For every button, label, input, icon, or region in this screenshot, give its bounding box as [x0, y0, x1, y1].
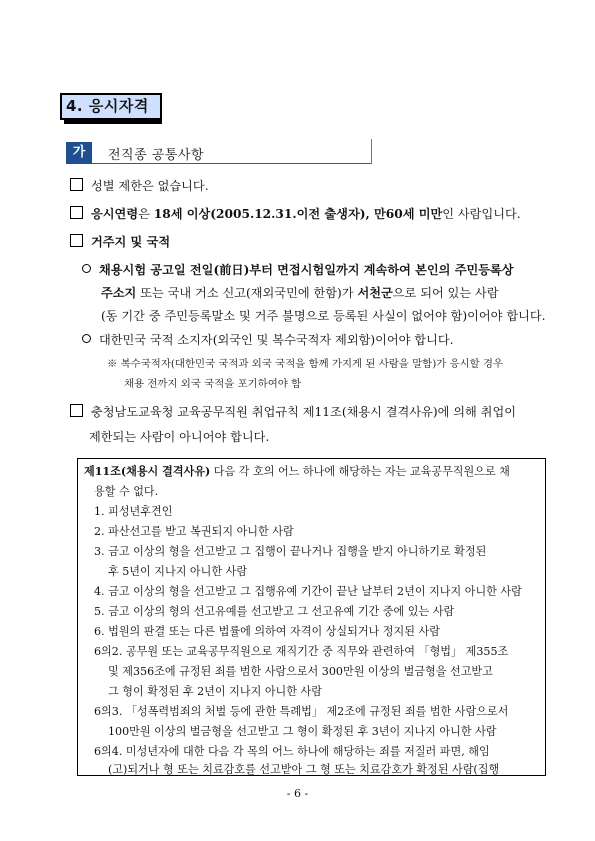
residence-line-2-mid: 또는 국내 거소 신고(재외국민에 한함)가	[136, 286, 358, 300]
note-line-1: ※ 복수국적자(대한민국 국적과 외국 국적을 함께 가지게 된 사람을 말함)가 응시할 경우	[107, 358, 504, 370]
residence-line-1-text: 채용시험 공고일 전일(前日)부터 면접시험일까지 계속하여 본인의 주민등록상	[99, 263, 514, 277]
law-clause: 5. 금고 이상의 형의 선고유예를 선고받고 그 선고유예 기간 중에 있는 사람	[94, 605, 455, 618]
residence-title: 거주지 및 국적	[91, 235, 171, 249]
page-number: - 6 -	[286, 787, 309, 800]
age-text-2: 인 사람입니다.	[442, 207, 521, 221]
item-gender-text: 성별 제한은 없습니다.	[91, 179, 209, 193]
law-clause: 4. 금고 이상의 형을 선고받고 그 집행유예 기간이 끝난 날부터 2년이 지나지 아니한 사람	[94, 585, 522, 598]
section-heading	[60, 93, 162, 120]
law-article-title: 제11조(채용시 결격사유)	[84, 465, 211, 478]
age-condition: 18세 이상(2005.12.31.이전 출생자), 만60세 미만	[153, 207, 443, 221]
law-clause: 6의3. 「성폭력범죄의 처벌 등에 관한 특례법」 제2조에 규정된 죄를 범한 사람으로서	[94, 705, 509, 718]
checkbox-icon	[70, 234, 83, 247]
law-clause: (고)되거나 형 또는 치료감호를 선고받아 그 형 또는 치료감호가 확정된 사람(집행	[108, 763, 500, 776]
law-clause: 그 형이 확정된 후 2년이 지나지 아니한 사람	[108, 685, 322, 698]
residence-region: 서천군	[357, 286, 393, 300]
rule-line-2: 제한되는 사람이 아니어야 합니다.	[89, 430, 270, 444]
law-heading-line-2: 용할 수 없다.	[94, 485, 159, 498]
item-gender	[70, 178, 209, 195]
checkbox-icon	[70, 178, 83, 191]
residence-line-2-end: 으로 되어 있는 사람	[392, 286, 499, 300]
subsection-end-rule	[371, 139, 372, 164]
residence-line-1	[82, 262, 514, 279]
age-text-1: 은	[138, 207, 154, 221]
residence-address-label: 주소지	[101, 286, 137, 300]
subsection-badge: 가	[66, 142, 92, 164]
note-line-2: 채용 전까지 외국 국적을 포기하여야 함	[124, 378, 302, 390]
section-title: 4. 응시자격	[60, 93, 162, 120]
law-clause: 6의2. 공무원 또는 교육공무직원으로 재직기간 중 직무와 관련하여 「형법」 제355조	[94, 645, 509, 658]
law-clause: 및 제356조에 규정된 죄를 범한 사람으로서 300만원 이상의 벌금형을 선고받고	[108, 665, 493, 678]
law-clause: 100만원 이상의 벌금형을 선고받고 그 형이 확정된 후 3년이 지나지 아니한 사람	[108, 725, 497, 738]
law-excerpt-box	[77, 458, 546, 776]
residence-line-3: (동 기간 중 주민등록말소 및 거주 불명으로 등록된 사실이 없어야 함)이어야 합니다.	[101, 309, 546, 323]
circle-bullet-icon	[82, 264, 91, 273]
age-label: 응시연령	[91, 207, 139, 221]
subsection-underline	[92, 163, 372, 164]
law-clause: 2. 파산선고를 받고 복권되지 아니한 사람	[94, 525, 294, 538]
subsection-title: 전직종 공통사항	[108, 148, 205, 163]
law-clause: 6의4. 미성년자에 대한 다음 각 목의 어느 하나에 해당하는 죄를 저질러 파면, 해임	[94, 745, 490, 758]
checkbox-icon	[70, 404, 83, 417]
law-heading	[84, 464, 510, 480]
circle-bullet-icon	[82, 334, 91, 343]
item-rule	[70, 404, 516, 421]
item-age	[70, 206, 521, 223]
law-clause: 3. 금고 이상의 형을 선고받고 그 집행이 끝나거나 집행을 받지 아니하기로 확정된	[94, 545, 487, 558]
item-residence-title	[70, 234, 170, 251]
law-clause: 6. 법원의 판결 또는 다른 법률에 의하여 자격이 상실되거나 정지된 사람	[94, 625, 440, 638]
nationality-text: 대한민국 국적 소지자(외국인 및 복수국적자 제외함)이어야 합니다.	[99, 333, 454, 347]
nationality-line	[82, 332, 454, 349]
rule-line-1: 충청남도교육청 교육공무직원 취업규칙 제11조(채용시 결격사유)에 의해 취업이	[91, 405, 517, 419]
law-heading-text: 다음 각 호의 어느 하나에 해당하는 자는 교육공무직원으로 채	[210, 465, 510, 478]
law-clause: 1. 피성년후견인	[94, 505, 173, 518]
residence-line-2	[101, 285, 499, 302]
checkbox-icon	[70, 206, 83, 219]
law-clause: 후 5년이 지나지 아니한 사람	[108, 565, 248, 578]
